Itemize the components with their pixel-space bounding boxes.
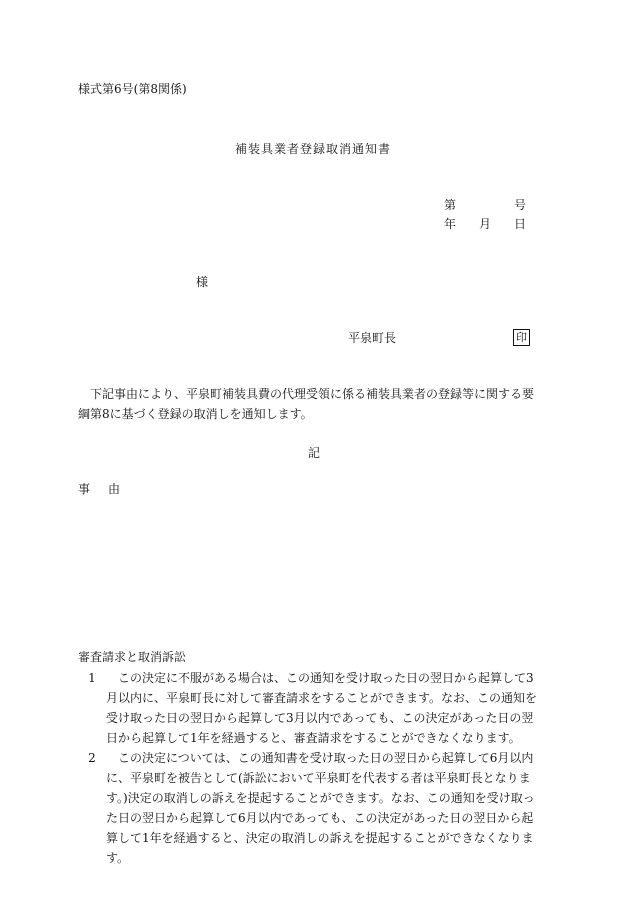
date-year: 年 — [444, 217, 457, 231]
issuer-name: 平泉町長 — [348, 331, 397, 345]
form-id: 様式第6号(第8関係) — [78, 82, 187, 96]
appeal-item — [78, 668, 543, 748]
appeal-item-text: この決定については、この通知書を受け取った日の翌日から起算して6月以内に、平泉町を被告として(訴訟において平泉町を代表する者は平泉町長となります。)決定の取消しの訴えを提起することができます。なお、この通知を受け取った日の翌日から起算して6月以内であっても、この決定があった日の翌日から起算して1年を経過すると、決定の取消しの訴えを提起することができなくなります。 — [106, 751, 535, 865]
document-title: 補装具業者登録取消通知書 — [235, 142, 392, 156]
appeal-list — [78, 668, 543, 868]
appeal-item — [78, 748, 543, 868]
notice-body: 下記事由により、平泉町補装具費の代理受領に係る補装具業者の登録等に関する要綱第8に基づく登録の取消しを通知します。 — [78, 387, 535, 421]
number-go: 号 — [513, 198, 526, 212]
ki-marker: 記 — [308, 446, 321, 460]
appeal-item-number: 1 — [88, 671, 96, 685]
appeal-heading: 審査請求と取消訴訟 — [78, 650, 187, 664]
date-line — [444, 215, 526, 233]
appeal-item-text: この決定に不服がある場合は、この通知を受け取った日の翌日から起算して3月以内に、平泉町長に対して審査請求をすることができます。なお、この通知を受け取った日の翌日から起算して3月以内であっても、この決定があった日の翌日から起算して1年を経過すると、審査請求をすることができなくなります。 — [106, 671, 538, 745]
document-number-line — [444, 196, 526, 214]
number-dai: 第 — [444, 198, 457, 212]
date-day: 日 — [513, 217, 526, 231]
reason-char-1: 事 — [78, 482, 91, 496]
reason-char-2: 由 — [108, 482, 121, 496]
reason-label — [78, 480, 120, 498]
date-month: 月 — [478, 217, 491, 231]
appeal-item-number: 2 — [88, 751, 96, 765]
seal-mark: 印 — [513, 329, 530, 346]
addressee-suffix: 様 — [196, 275, 209, 289]
